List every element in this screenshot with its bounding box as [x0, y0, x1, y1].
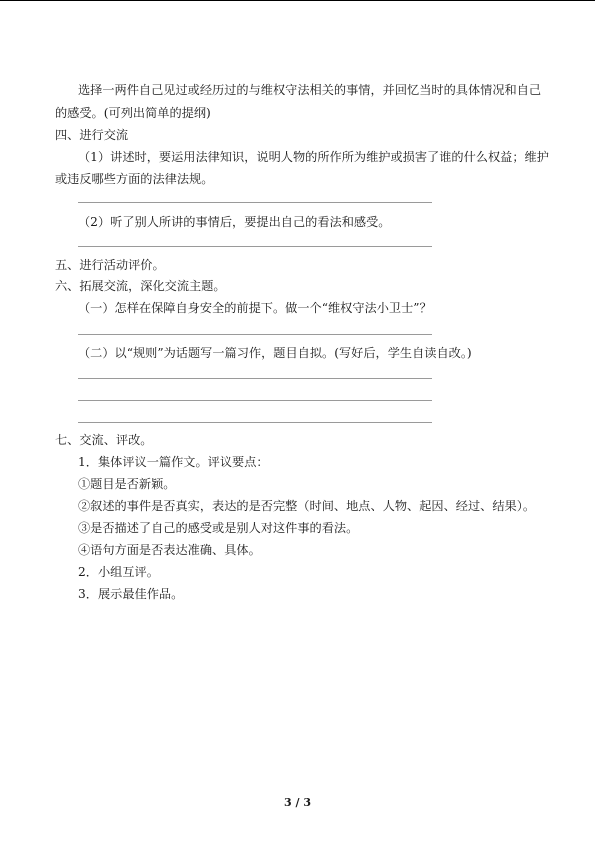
section-7-heading: 七、交流、评改。: [55, 433, 153, 447]
page-top-border: [0, 0, 595, 1]
section-4-item-1-line-1: （1）讲述时，要运用法律知识，说明人物的所作所为维护或损害了谁的什么权益；维护: [78, 150, 549, 164]
section-7-step-3: 3．展示最佳作品。: [78, 587, 184, 601]
section-4-item-2: （2）听了别人所讲的事情后，要提出自己的看法和感受。: [78, 215, 391, 229]
evaluation-point: ④语句方面是否表达准确、具体。: [78, 543, 261, 557]
answer-line: [78, 334, 432, 335]
section-4-item-1-line-2: 或违反哪些方面的法律法规。: [55, 172, 214, 186]
answer-line: [78, 246, 432, 247]
section-6-heading: 六、拓展交流，深化交流主题。: [55, 279, 226, 293]
answer-line: [78, 422, 432, 423]
evaluation-point: ②叙述的事件是否真实，表达的是否完整（时间、地点、人物、起因、经过、结果）。: [78, 499, 536, 513]
intro-line-2: 的感受。(可列出简单的提纲): [55, 106, 211, 120]
answer-line: [78, 378, 432, 379]
section-6-item-1: （一）怎样在保障自身安全的前提下。做一个“维权守法小卫士”？: [78, 301, 432, 315]
section-6-item-2: （二）以“规则”为话题写一篇习作，题目自拟。(写好后，学生自读自改。): [78, 346, 472, 360]
page-number: 3 / 3: [284, 796, 311, 809]
answer-line: [78, 400, 432, 401]
section-7-step-1: 1．集体评议一篇作文。评议要点：: [78, 455, 269, 469]
section-7-step-2: 2．小组互评。: [78, 565, 159, 579]
evaluation-point: ③是否描述了自己的感受或是别人对这件事的看法。: [78, 521, 359, 535]
section-4-heading: 四、进行交流: [55, 128, 129, 142]
evaluation-point: ①题目是否新颖。: [78, 477, 176, 491]
section-5-heading: 五、进行活动评价。: [55, 258, 165, 272]
answer-line: [78, 202, 432, 203]
intro-line-1: 选择一两件自己见过或经历过的与维权守法相关的事情，并回忆当时的具体情况和自己: [78, 83, 542, 97]
